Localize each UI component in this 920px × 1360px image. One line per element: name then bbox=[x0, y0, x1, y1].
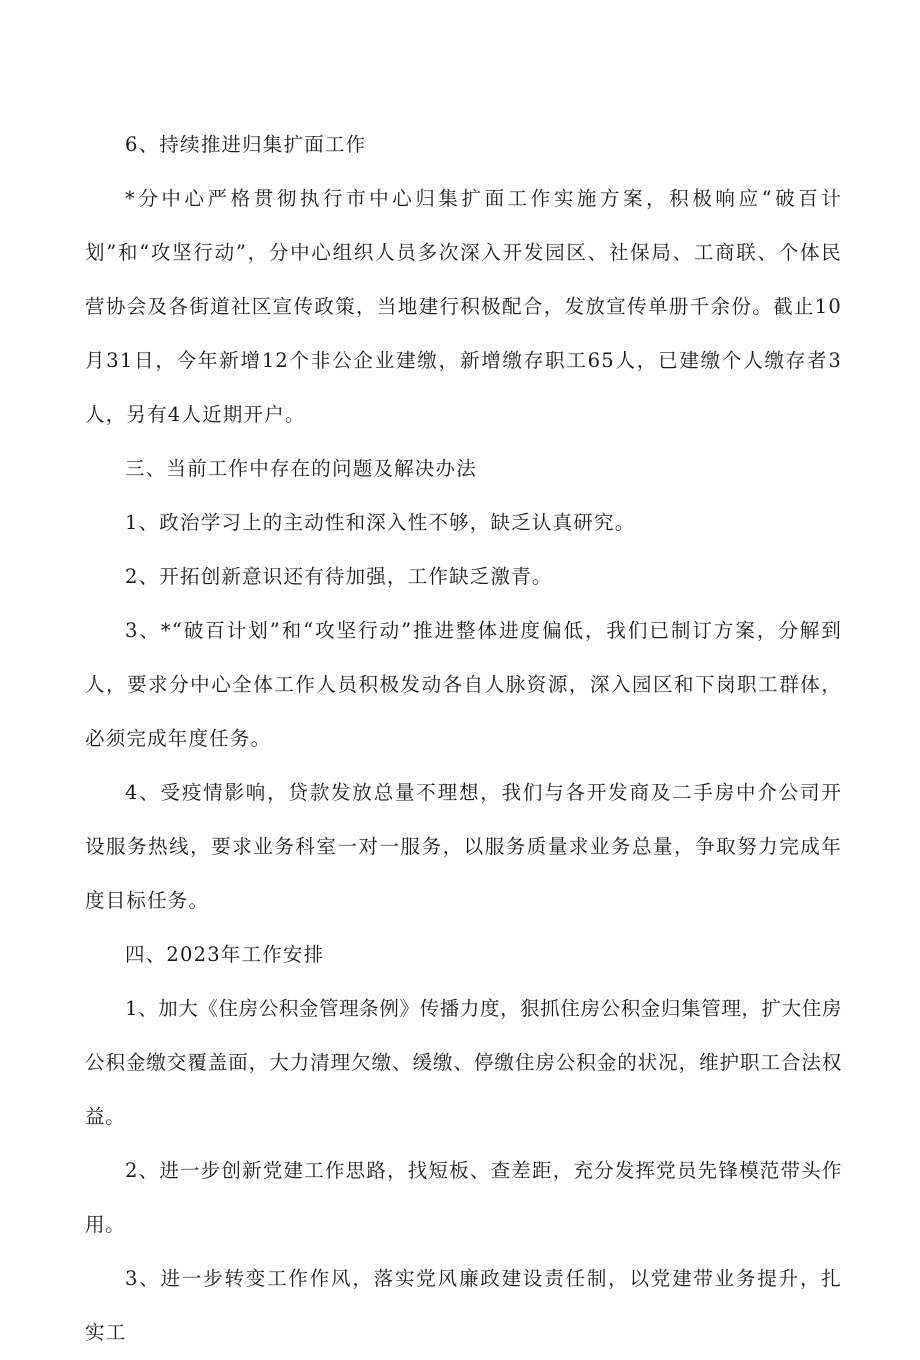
plan-item-2: 2、进一步创新党建工作思路，找短板、查差距，充分发挥党员先锋模范带头作用。 bbox=[85, 1159, 842, 1236]
problem-item-1: 1、政治学习上的主动性和深入性不够，缺乏认真研究。 bbox=[125, 511, 636, 534]
section-heading-6: 6、持续推进归集扩面工作 bbox=[125, 133, 367, 156]
problem-item-4: 4、受疫情影响，贷款发放总量不理想，我们与各开发商及二手房中介公司开设服务热线，要求业务科室一对一服务，以服务质量求业务总量，争取努力完成年度目标任务。 bbox=[85, 781, 842, 912]
problem-item-2: 2、开拓创新意识还有待加强，工作缺乏激青。 bbox=[125, 565, 553, 588]
paragraph-collection-expansion: *分中心严格贯彻执行市中心归集扩面工作实施方案，积极响应“破百计划”和“攻坚行动”，分中心组织人员多次深入开发园区、社保局、工商联、个体民营协会及各街道社区宣传政策，当地建行积极配合，发放宣传单册千余份。截止10月31日，今年新增12个非公企业建缴，新增缴存职工65人，已建缴个人缴存者3人，另有4人近期开户。 bbox=[85, 187, 842, 426]
plan-item-1: 1、加大《住房公积金管理条例》传播力度，狠抓住房公积金归集管理，扩大住房公积金缴交覆盖面，大力清理欠缴、缓缴、停缴住房公积金的状况，维护职工合法权益。 bbox=[85, 997, 842, 1128]
section-heading-3: 三、当前工作中存在的问题及解决办法 bbox=[125, 457, 477, 480]
document-body bbox=[85, 118, 842, 1360]
problem-item-3: 3、*“破百计划”和“攻坚行动”推进整体进度偏低，我们已制订方案，分解到人，要求分中心全体工作人员积极发动各自人脉资源，深入园区和下岗职工群体，必须完成年度任务。 bbox=[85, 619, 842, 750]
plan-item-3: 3、进一步转变工作作风，落实党风廉政建设责任制，以党建带业务提升，扎实工 bbox=[85, 1267, 842, 1344]
section-heading-4: 四、2023年工作安排 bbox=[125, 943, 325, 966]
